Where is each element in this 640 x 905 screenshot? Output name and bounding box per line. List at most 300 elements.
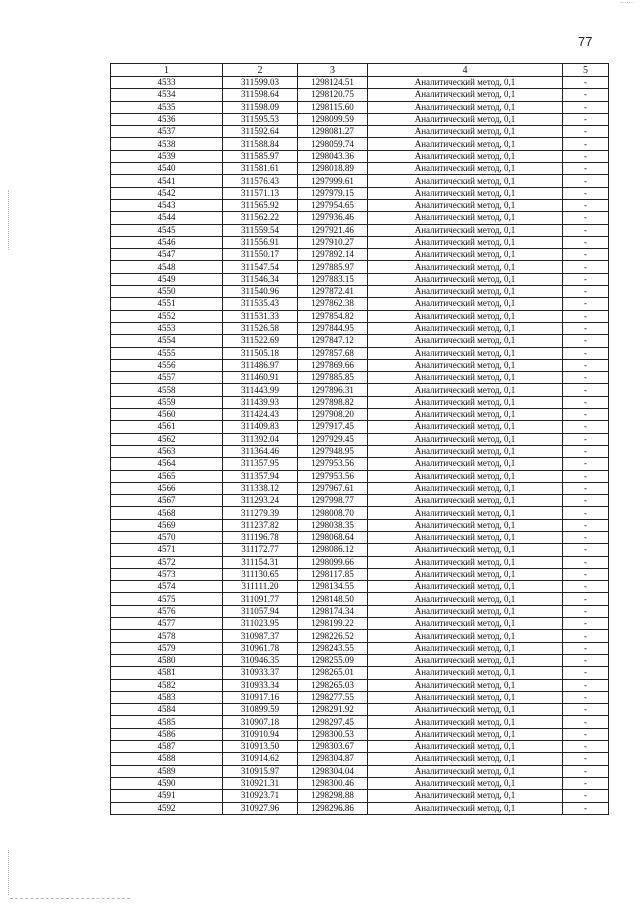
point-number-cell: 4556 <box>111 359 223 371</box>
y-coordinate-cell: 1297936.46 <box>298 212 368 224</box>
scan-artifact-top <box>620 2 634 3</box>
table-row <box>111 605 609 617</box>
y-coordinate-cell: 1298255.09 <box>298 654 368 666</box>
method-cell: Аналитический метод, 0,1 <box>368 396 563 408</box>
table-row <box>111 224 609 236</box>
note-cell: - <box>563 482 609 494</box>
y-coordinate-cell: 1298297.45 <box>298 716 368 728</box>
table-row <box>111 544 609 556</box>
method-cell: Аналитический метод, 0,1 <box>368 470 563 482</box>
x-coordinate-cell: 311547.54 <box>223 261 298 273</box>
point-number-cell: 4550 <box>111 286 223 298</box>
note-cell: - <box>563 654 609 666</box>
table-row <box>111 568 609 580</box>
y-coordinate-cell: 1298303.67 <box>298 741 368 753</box>
x-coordinate-cell: 311505.18 <box>223 347 298 359</box>
note-cell: - <box>563 359 609 371</box>
method-cell: Аналитический метод, 0,1 <box>368 531 563 543</box>
table-row <box>111 802 609 814</box>
method-cell: Аналитический метод, 0,1 <box>368 568 563 580</box>
table-row <box>111 691 609 703</box>
header-col-3: 3 <box>298 64 368 77</box>
y-coordinate-cell: 1297844.95 <box>298 322 368 334</box>
point-number-cell: 4569 <box>111 519 223 531</box>
method-cell: Аналитический метод, 0,1 <box>368 409 563 421</box>
x-coordinate-cell: 310987.37 <box>223 630 298 642</box>
y-coordinate-cell: 1298291.92 <box>298 704 368 716</box>
point-number-cell: 4543 <box>111 199 223 211</box>
x-coordinate-cell: 311357.94 <box>223 470 298 482</box>
method-cell: Аналитический метод, 0,1 <box>368 421 563 433</box>
point-number-cell: 4581 <box>111 667 223 679</box>
table-row <box>111 286 609 298</box>
y-coordinate-cell: 1297953.56 <box>298 470 368 482</box>
method-cell: Аналитический метод, 0,1 <box>368 286 563 298</box>
point-number-cell: 4590 <box>111 777 223 789</box>
point-number-cell: 4555 <box>111 347 223 359</box>
x-coordinate-cell: 310910.94 <box>223 728 298 740</box>
note-cell: - <box>563 273 609 285</box>
note-cell: - <box>563 507 609 519</box>
x-coordinate-cell: 310946.35 <box>223 654 298 666</box>
method-cell: Аналитический метод, 0,1 <box>368 495 563 507</box>
note-cell: - <box>563 77 609 89</box>
x-coordinate-cell: 311550.17 <box>223 249 298 261</box>
header-col-4: 4 <box>368 64 563 77</box>
header-col-5: 5 <box>563 64 609 77</box>
point-number-cell: 4582 <box>111 679 223 691</box>
method-cell: Аналитический метод, 0,1 <box>368 384 563 396</box>
y-coordinate-cell: 1298304.87 <box>298 753 368 765</box>
y-coordinate-cell: 1297869.66 <box>298 359 368 371</box>
table-row <box>111 741 609 753</box>
x-coordinate-cell: 311130.65 <box>223 568 298 580</box>
table-row <box>111 163 609 175</box>
x-coordinate-cell: 311057.94 <box>223 605 298 617</box>
note-cell: - <box>563 716 609 728</box>
y-coordinate-cell: 1297999.61 <box>298 175 368 187</box>
method-cell: Аналитический метод, 0,1 <box>368 372 563 384</box>
method-cell: Аналитический метод, 0,1 <box>368 679 563 691</box>
coordinates-table <box>110 63 609 815</box>
y-coordinate-cell: 1297872.41 <box>298 286 368 298</box>
table-row <box>111 654 609 666</box>
note-cell: - <box>563 753 609 765</box>
y-coordinate-cell: 1298265.01 <box>298 667 368 679</box>
x-coordinate-cell: 311409.83 <box>223 421 298 433</box>
method-cell: Аналитический метод, 0,1 <box>368 187 563 199</box>
x-coordinate-cell: 311592.64 <box>223 126 298 138</box>
y-coordinate-cell: 1297954.65 <box>298 199 368 211</box>
note-cell: - <box>563 409 609 421</box>
x-coordinate-cell: 311237.82 <box>223 519 298 531</box>
x-coordinate-cell: 311581.61 <box>223 163 298 175</box>
point-number-cell: 4560 <box>111 409 223 421</box>
y-coordinate-cell: 1298038.35 <box>298 519 368 531</box>
note-cell: - <box>563 421 609 433</box>
x-coordinate-cell: 311565.92 <box>223 199 298 211</box>
method-cell: Аналитический метод, 0,1 <box>368 138 563 150</box>
method-cell: Аналитический метод, 0,1 <box>368 593 563 605</box>
note-cell: - <box>563 384 609 396</box>
point-number-cell: 4583 <box>111 691 223 703</box>
table-row <box>111 642 609 654</box>
point-number-cell: 4571 <box>111 544 223 556</box>
x-coordinate-cell: 311571.13 <box>223 187 298 199</box>
note-cell: - <box>563 224 609 236</box>
y-coordinate-cell: 1298296.86 <box>298 802 368 814</box>
point-number-cell: 4586 <box>111 728 223 740</box>
point-number-cell: 4545 <box>111 224 223 236</box>
y-coordinate-cell: 1298117.85 <box>298 568 368 580</box>
x-coordinate-cell: 311172.77 <box>223 544 298 556</box>
x-coordinate-cell: 311196.78 <box>223 531 298 543</box>
y-coordinate-cell: 1298059.74 <box>298 138 368 150</box>
table-row <box>111 335 609 347</box>
method-cell: Аналитический метод, 0,1 <box>368 605 563 617</box>
y-coordinate-cell: 1298265.03 <box>298 679 368 691</box>
y-coordinate-cell: 1297929.45 <box>298 433 368 445</box>
note-cell: - <box>563 495 609 507</box>
y-coordinate-cell: 1298068.64 <box>298 531 368 543</box>
table-row <box>111 704 609 716</box>
table-row <box>111 113 609 125</box>
y-coordinate-cell: 1297898.82 <box>298 396 368 408</box>
method-cell: Аналитический метод, 0,1 <box>368 212 563 224</box>
method-cell: Аналитический метод, 0,1 <box>368 630 563 642</box>
note-cell: - <box>563 777 609 789</box>
y-coordinate-cell: 1297953.56 <box>298 458 368 470</box>
method-cell: Аналитический метод, 0,1 <box>368 802 563 814</box>
y-coordinate-cell: 1297908.20 <box>298 409 368 421</box>
point-number-cell: 4535 <box>111 101 223 113</box>
note-cell: - <box>563 89 609 101</box>
note-cell: - <box>563 581 609 593</box>
note-cell: - <box>563 790 609 802</box>
y-coordinate-cell: 1298018.89 <box>298 163 368 175</box>
table-row <box>111 531 609 543</box>
x-coordinate-cell: 311522.69 <box>223 335 298 347</box>
table-row <box>111 138 609 150</box>
method-cell: Аналитический метод, 0,1 <box>368 113 563 125</box>
table-row <box>111 249 609 261</box>
x-coordinate-cell: 310907.18 <box>223 716 298 728</box>
note-cell: - <box>563 445 609 457</box>
y-coordinate-cell: 1297892.14 <box>298 249 368 261</box>
x-coordinate-cell: 311588.84 <box>223 138 298 150</box>
x-coordinate-cell: 311279.39 <box>223 507 298 519</box>
table-header-row <box>111 64 609 77</box>
method-cell: Аналитический метод, 0,1 <box>368 777 563 789</box>
note-cell: - <box>563 630 609 642</box>
point-number-cell: 4570 <box>111 531 223 543</box>
point-number-cell: 4539 <box>111 150 223 162</box>
point-number-cell: 4562 <box>111 433 223 445</box>
point-number-cell: 4576 <box>111 605 223 617</box>
method-cell: Аналитический метод, 0,1 <box>368 741 563 753</box>
x-coordinate-cell: 310933.37 <box>223 667 298 679</box>
table-row <box>111 236 609 248</box>
note-cell: - <box>563 556 609 568</box>
header-col-1: 1 <box>111 64 223 77</box>
method-cell: Аналитический метод, 0,1 <box>368 199 563 211</box>
note-cell: - <box>563 458 609 470</box>
x-coordinate-cell: 311598.64 <box>223 89 298 101</box>
note-cell: - <box>563 396 609 408</box>
point-number-cell: 4544 <box>111 212 223 224</box>
note-cell: - <box>563 642 609 654</box>
method-cell: Аналитический метод, 0,1 <box>368 691 563 703</box>
x-coordinate-cell: 311535.43 <box>223 298 298 310</box>
y-coordinate-cell: 1297857.68 <box>298 347 368 359</box>
point-number-cell: 4547 <box>111 249 223 261</box>
note-cell: - <box>563 741 609 753</box>
note-cell: - <box>563 126 609 138</box>
x-coordinate-cell: 310917.16 <box>223 691 298 703</box>
table-row <box>111 212 609 224</box>
method-cell: Аналитический метод, 0,1 <box>368 101 563 113</box>
table-row <box>111 273 609 285</box>
note-cell: - <box>563 728 609 740</box>
x-coordinate-cell: 311424.43 <box>223 409 298 421</box>
y-coordinate-cell: 1297862.38 <box>298 298 368 310</box>
note-cell: - <box>563 544 609 556</box>
note-cell: - <box>563 618 609 630</box>
y-coordinate-cell: 1298304.04 <box>298 765 368 777</box>
y-coordinate-cell: 1297854.82 <box>298 310 368 322</box>
header-col-2: 2 <box>223 64 298 77</box>
table-row <box>111 421 609 433</box>
point-number-cell: 4559 <box>111 396 223 408</box>
table-row <box>111 77 609 89</box>
x-coordinate-cell: 311443.99 <box>223 384 298 396</box>
x-coordinate-cell: 310933.34 <box>223 679 298 691</box>
y-coordinate-cell: 1298008.70 <box>298 507 368 519</box>
method-cell: Аналитический метод, 0,1 <box>368 310 563 322</box>
table-row <box>111 347 609 359</box>
table-row <box>111 187 609 199</box>
y-coordinate-cell: 1298226.52 <box>298 630 368 642</box>
table-row <box>111 310 609 322</box>
point-number-cell: 4536 <box>111 113 223 125</box>
note-cell: - <box>563 261 609 273</box>
table-row <box>111 150 609 162</box>
table-row <box>111 765 609 777</box>
note-cell: - <box>563 113 609 125</box>
x-coordinate-cell: 311293.24 <box>223 495 298 507</box>
method-cell: Аналитический метод, 0,1 <box>368 642 563 654</box>
y-coordinate-cell: 1298099.59 <box>298 113 368 125</box>
table-row <box>111 101 609 113</box>
y-coordinate-cell: 1298086.12 <box>298 544 368 556</box>
x-coordinate-cell: 311585.97 <box>223 150 298 162</box>
x-coordinate-cell: 310923.71 <box>223 790 298 802</box>
y-coordinate-cell: 1297910.27 <box>298 236 368 248</box>
y-coordinate-cell: 1297885.97 <box>298 261 368 273</box>
method-cell: Аналитический метод, 0,1 <box>368 249 563 261</box>
y-coordinate-cell: 1298148.50 <box>298 593 368 605</box>
method-cell: Аналитический метод, 0,1 <box>368 175 563 187</box>
page-number: 77 <box>578 34 593 49</box>
y-coordinate-cell: 1298243.55 <box>298 642 368 654</box>
note-cell: - <box>563 433 609 445</box>
point-number-cell: 4568 <box>111 507 223 519</box>
y-coordinate-cell: 1298199.22 <box>298 618 368 630</box>
y-coordinate-cell: 1297979.15 <box>298 187 368 199</box>
method-cell: Аналитический метод, 0,1 <box>368 163 563 175</box>
point-number-cell: 4541 <box>111 175 223 187</box>
point-number-cell: 4574 <box>111 581 223 593</box>
point-number-cell: 4564 <box>111 458 223 470</box>
y-coordinate-cell: 1297917.45 <box>298 421 368 433</box>
x-coordinate-cell: 311111.20 <box>223 581 298 593</box>
x-coordinate-cell: 311599.03 <box>223 77 298 89</box>
point-number-cell: 4533 <box>111 77 223 89</box>
method-cell: Аналитический метод, 0,1 <box>368 322 563 334</box>
table-row <box>111 790 609 802</box>
x-coordinate-cell: 311531.33 <box>223 310 298 322</box>
method-cell: Аналитический метод, 0,1 <box>368 728 563 740</box>
table-row <box>111 89 609 101</box>
point-number-cell: 4552 <box>111 310 223 322</box>
note-cell: - <box>563 199 609 211</box>
method-cell: Аналитический метод, 0,1 <box>368 458 563 470</box>
note-cell: - <box>563 802 609 814</box>
note-cell: - <box>563 212 609 224</box>
point-number-cell: 4588 <box>111 753 223 765</box>
table-body <box>111 77 609 815</box>
method-cell: Аналитический метод, 0,1 <box>368 654 563 666</box>
point-number-cell: 4546 <box>111 236 223 248</box>
x-coordinate-cell: 311439.93 <box>223 396 298 408</box>
x-coordinate-cell: 311023.95 <box>223 618 298 630</box>
note-cell: - <box>563 347 609 359</box>
note-cell: - <box>563 605 609 617</box>
note-cell: - <box>563 298 609 310</box>
method-cell: Аналитический метод, 0,1 <box>368 77 563 89</box>
method-cell: Аналитический метод, 0,1 <box>368 716 563 728</box>
method-cell: Аналитический метод, 0,1 <box>368 618 563 630</box>
y-coordinate-cell: 1297998.77 <box>298 495 368 507</box>
x-coordinate-cell: 310927.96 <box>223 802 298 814</box>
point-number-cell: 4557 <box>111 372 223 384</box>
x-coordinate-cell: 311154.31 <box>223 556 298 568</box>
x-coordinate-cell: 311576.43 <box>223 175 298 187</box>
point-number-cell: 4565 <box>111 470 223 482</box>
point-number-cell: 4561 <box>111 421 223 433</box>
note-cell: - <box>563 150 609 162</box>
note-cell: - <box>563 568 609 580</box>
x-coordinate-cell: 311595.53 <box>223 113 298 125</box>
table-row <box>111 445 609 457</box>
coordinates-table-container <box>110 63 609 815</box>
method-cell: Аналитический метод, 0,1 <box>368 581 563 593</box>
y-coordinate-cell: 1298277.55 <box>298 691 368 703</box>
x-coordinate-cell: 311559.54 <box>223 224 298 236</box>
x-coordinate-cell: 311540.96 <box>223 286 298 298</box>
point-number-cell: 4567 <box>111 495 223 507</box>
table-row <box>111 495 609 507</box>
table-row <box>111 298 609 310</box>
method-cell: Аналитический метод, 0,1 <box>368 335 563 347</box>
table-row <box>111 593 609 605</box>
y-coordinate-cell: 1297883.15 <box>298 273 368 285</box>
table-row <box>111 199 609 211</box>
method-cell: Аналитический метод, 0,1 <box>368 298 563 310</box>
y-coordinate-cell: 1298115.60 <box>298 101 368 113</box>
method-cell: Аналитический метод, 0,1 <box>368 556 563 568</box>
method-cell: Аналитический метод, 0,1 <box>368 359 563 371</box>
method-cell: Аналитический метод, 0,1 <box>368 273 563 285</box>
table-row <box>111 175 609 187</box>
y-coordinate-cell: 1298120.75 <box>298 89 368 101</box>
x-coordinate-cell: 311526.58 <box>223 322 298 334</box>
table-row <box>111 458 609 470</box>
method-cell: Аналитический метод, 0,1 <box>368 507 563 519</box>
note-cell: - <box>563 593 609 605</box>
y-coordinate-cell: 1297885.85 <box>298 372 368 384</box>
note-cell: - <box>563 310 609 322</box>
point-number-cell: 4573 <box>111 568 223 580</box>
table-row <box>111 728 609 740</box>
y-coordinate-cell: 1298134.55 <box>298 581 368 593</box>
x-coordinate-cell: 311091.77 <box>223 593 298 605</box>
scan-artifact-left-bottom <box>8 850 11 895</box>
table-row <box>111 409 609 421</box>
point-number-cell: 4580 <box>111 654 223 666</box>
note-cell: - <box>563 519 609 531</box>
point-number-cell: 4558 <box>111 384 223 396</box>
y-coordinate-cell: 1297847.12 <box>298 335 368 347</box>
point-number-cell: 4578 <box>111 630 223 642</box>
y-coordinate-cell: 1298300.46 <box>298 777 368 789</box>
y-coordinate-cell: 1297921.46 <box>298 224 368 236</box>
table-row <box>111 753 609 765</box>
method-cell: Аналитический метод, 0,1 <box>368 482 563 494</box>
note-cell: - <box>563 335 609 347</box>
point-number-cell: 4566 <box>111 482 223 494</box>
y-coordinate-cell: 1297896.31 <box>298 384 368 396</box>
point-number-cell: 4585 <box>111 716 223 728</box>
x-coordinate-cell: 311556.91 <box>223 236 298 248</box>
table-row <box>111 482 609 494</box>
method-cell: Аналитический метод, 0,1 <box>368 704 563 716</box>
point-number-cell: 4551 <box>111 298 223 310</box>
note-cell: - <box>563 175 609 187</box>
table-row <box>111 630 609 642</box>
table-row <box>111 384 609 396</box>
y-coordinate-cell: 1298081.27 <box>298 126 368 138</box>
table-row <box>111 679 609 691</box>
note-cell: - <box>563 187 609 199</box>
point-number-cell: 4534 <box>111 89 223 101</box>
x-coordinate-cell: 311598.09 <box>223 101 298 113</box>
scan-artifact-bottom <box>10 898 130 899</box>
x-coordinate-cell: 311364.46 <box>223 445 298 457</box>
table-row <box>111 261 609 273</box>
point-number-cell: 4542 <box>111 187 223 199</box>
table-row <box>111 777 609 789</box>
note-cell: - <box>563 236 609 248</box>
y-coordinate-cell: 1298099.66 <box>298 556 368 568</box>
point-number-cell: 4589 <box>111 765 223 777</box>
x-coordinate-cell: 311486.97 <box>223 359 298 371</box>
table-row <box>111 618 609 630</box>
note-cell: - <box>563 691 609 703</box>
point-number-cell: 4549 <box>111 273 223 285</box>
table-row <box>111 519 609 531</box>
x-coordinate-cell: 311357.95 <box>223 458 298 470</box>
